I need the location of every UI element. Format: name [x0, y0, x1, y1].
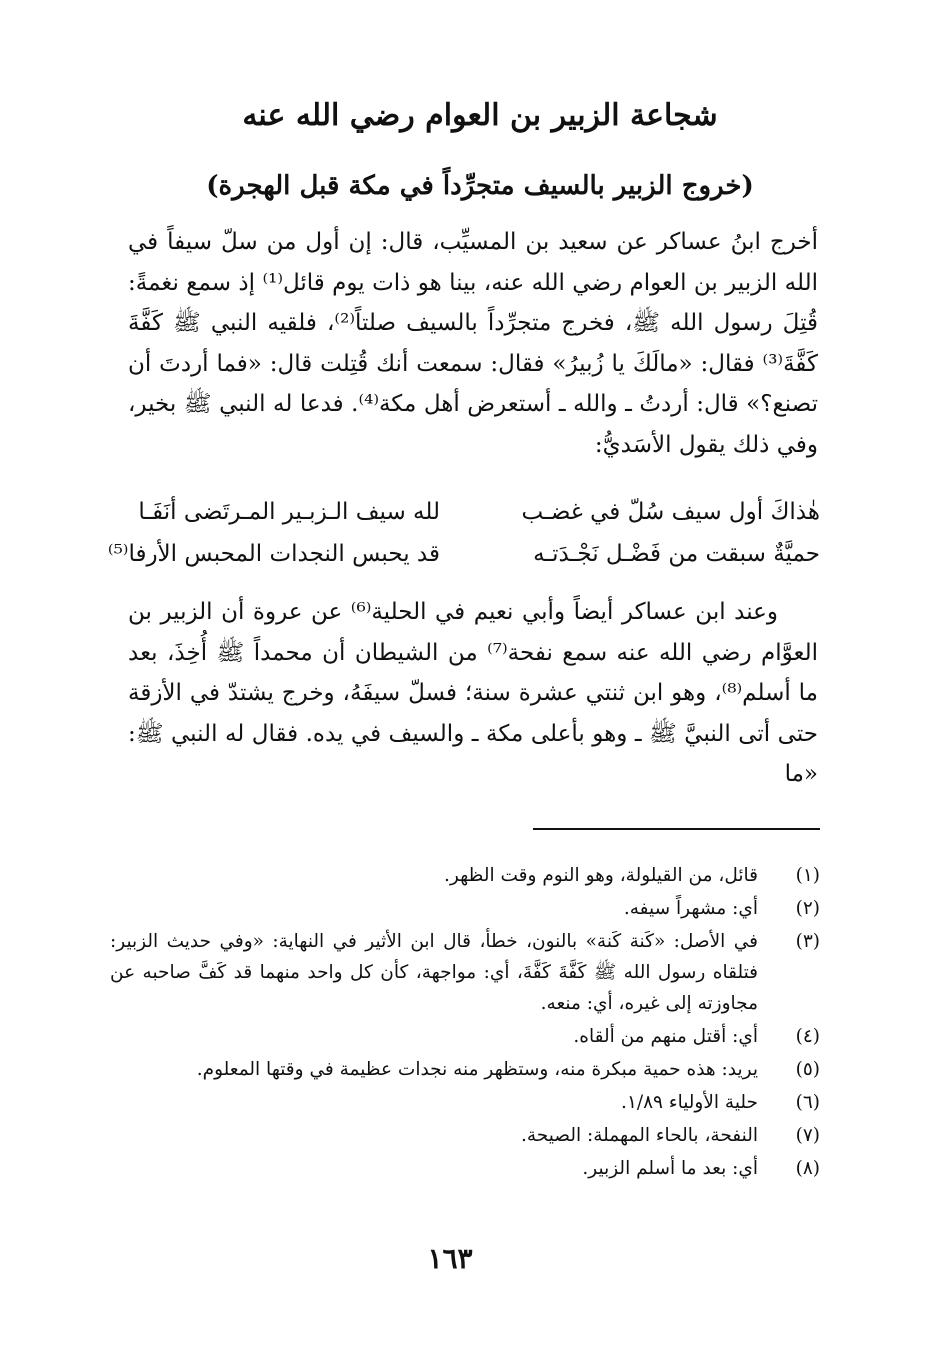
- chapter-title: شجاعة الزبير بن العوام رضي الله عنه: [242, 98, 718, 133]
- footnote-number: (٦): [795, 1092, 820, 1113]
- footnote-text: يريد: هذه حمية مبكرة منه، وستظهر منه نجدات عظيمة في وقتها المعلوم.: [196, 1059, 758, 1080]
- footnote-number: (٨): [795, 1158, 820, 1179]
- footnote-number: (٣): [795, 931, 820, 952]
- paragraph-2: وعند ابن عساكر أيضاً وأبي نعيم في الحلية⁽⁶⁾ عن عروة أن الزبير بن العوَّام رضي الله عنه سمع نفحة⁽⁷⁾ من الشيطان أن محمداً ﷺ أُخِذَ، بعد ما أسلم⁽⁸⁾، وهو ابن ثنتي عشرة سنة؛ فسلّ سيفَهُ، وخرج يشتدّ في الأزقة حتى أتى النبيَّ ﷺ ـ وهو بأعلى مكة ـ والسيف في يده. فقال له النبي ﷺ: «ما: [128, 599, 818, 787]
- page-number: ١٦٣: [427, 1242, 473, 1275]
- paragraph-1: أخرج ابنُ عساكر عن سعيد بن المسيِّب، قال: إن أول من سلّ سيفاً في الله الزبير بن العوام رضي الله عنه، بينا هو ذات يوم قائل⁽¹⁾ إذ سمع نغمةً: قُتِلَ رسول الله ﷺ، فخرج متجرِّداً بالسيف صلتاً⁽²⁾، فلقيه النبي ﷺ كَفَّةَ كَفَّةَ⁽³⁾ فقال: «مالَكَ يا زُبيرُ» فقال: سمعت أنك قُتِلت قال: «فما أردتَ أن تصنع؟» قال: أردتُ ـ والله ـ أستعرض أهل مكة⁽⁴⁾. فدعا له النبي ﷺ بخير، وفي ذلك يقول الأسَديُّ:: [128, 229, 818, 458]
- footnote-text: قائل، من القيلولة، وهو النوم وقت الظهر.: [444, 865, 758, 886]
- verse-1-first-hemistich: هٰذاكَ أول سيف سُلّ في غضـب: [521, 499, 820, 525]
- footnote-separator: [533, 828, 820, 830]
- footnote-text: في الأصل: «كَنة كَنة» بالنون، خطأ، قال ابن الأثير في النهاية: «وفي حديث الزبير: فتلقاه رسول الله ﷺ كَفَّةَ كَفَّةَ، أي: مواجهة، كأن كل واحد منهما قد كَفَّ صاحبه عن مجاوزته إلى غيره، أي: منعه.: [110, 931, 758, 1014]
- footnote: [110, 1054, 820, 1085]
- footnote-number: (١): [795, 865, 820, 886]
- footnote-text: النفحة، بالحاء المهملة: الصيحة.: [520, 1125, 758, 1146]
- footnote: [110, 893, 820, 924]
- footnote-number: (٧): [795, 1125, 820, 1146]
- verse-2-second-hemistich: قد يحبس النجدات المحبس الأرفا⁽⁵⁾: [107, 541, 440, 567]
- footnote-text: أي: أقتل منهم من ألقاه.: [573, 1026, 758, 1047]
- verse-1-second-hemistich: لله سيف الـزبـير المـرتَضى أنَفَـا: [138, 499, 440, 525]
- footnote-text: أي: بعد ما أسلم الزبير.: [582, 1158, 758, 1179]
- verse-line-2: [100, 534, 820, 574]
- verse-line-1: [100, 492, 820, 532]
- footnote: [110, 1153, 820, 1184]
- footnote: [110, 1120, 820, 1151]
- footnotes: [110, 860, 820, 1186]
- footnote: [110, 1021, 820, 1052]
- footnote: [110, 926, 820, 1019]
- footnote-number: (٢): [795, 898, 820, 919]
- footnote: [110, 1087, 820, 1118]
- verse-2-first-hemistich: حميَّةٌ سبقت من فَضْـل نَجْـدَتـه: [533, 541, 820, 567]
- footnote-text: حلية الأولياء ١/٨٩.: [621, 1092, 758, 1113]
- footnote-number: (٥): [795, 1059, 820, 1080]
- footnote-number: (٤): [795, 1026, 820, 1047]
- section-subtitle: (خروج الزبير بالسيف متجرِّداً في مكة قبل الهجرة): [206, 171, 754, 201]
- footnote-text: أي: مشهراً سيفه.: [623, 898, 758, 919]
- footnote: [110, 860, 820, 891]
